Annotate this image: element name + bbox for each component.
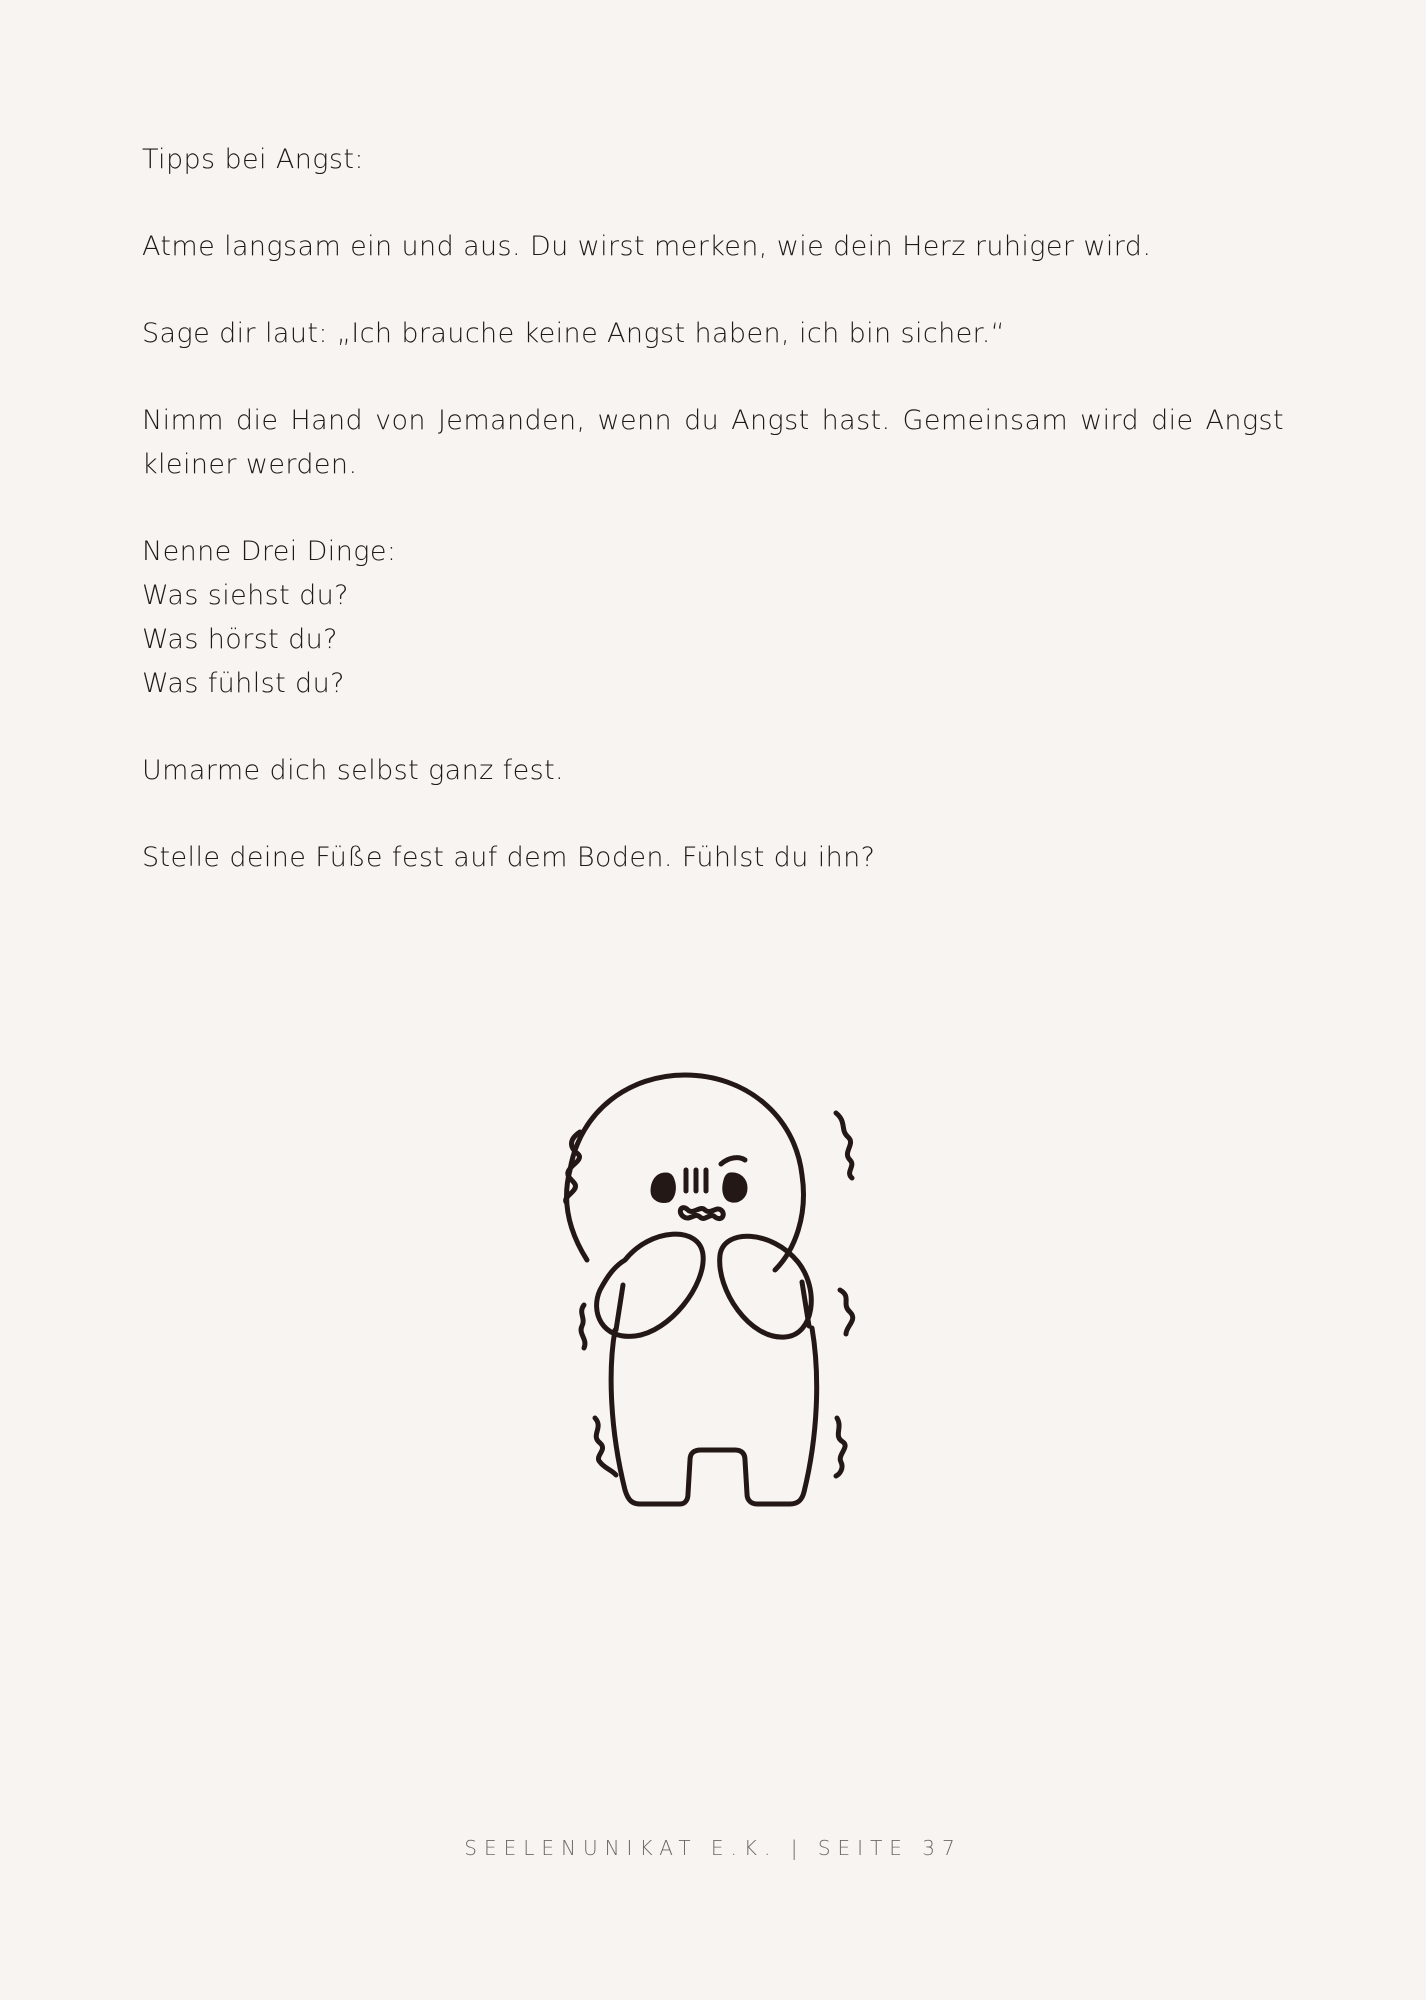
scared-figure-icon	[540, 1050, 890, 1520]
tip-say-aloud: Sage dir laut: „Ich brauche keine Angst haben, ich bin sicher.“	[142, 318, 1006, 349]
three-things-intro: Nenne Drei Dinge:	[142, 536, 397, 567]
tip-three-things	[142, 530, 1284, 706]
tips-heading: Tipps bei Angst:	[142, 144, 364, 175]
question-see: Was siehst du?	[142, 580, 349, 611]
question-feel: Was fühlst du?	[142, 668, 345, 699]
page-footer: SEELENUNIKAT E.K. | SEITE 37	[464, 1836, 962, 1860]
tip-hold-hand: Nimm die Hand von Jemanden, wenn du Angst hast. Gemeinsam wird die Angst kleiner werden.	[142, 405, 1284, 480]
tip-hug: Umarme dich selbst ganz fest.	[142, 755, 565, 786]
tip-feet: Stelle deine Füße fest auf dem Boden. Fühlst du ihn?	[142, 842, 876, 873]
question-hear: Was hörst du?	[142, 624, 338, 655]
tips-text-block	[142, 138, 1284, 923]
tip-breathe: Atme langsam ein und aus. Du wirst merken, wie dein Herz ruhiger wird.	[142, 231, 1152, 262]
